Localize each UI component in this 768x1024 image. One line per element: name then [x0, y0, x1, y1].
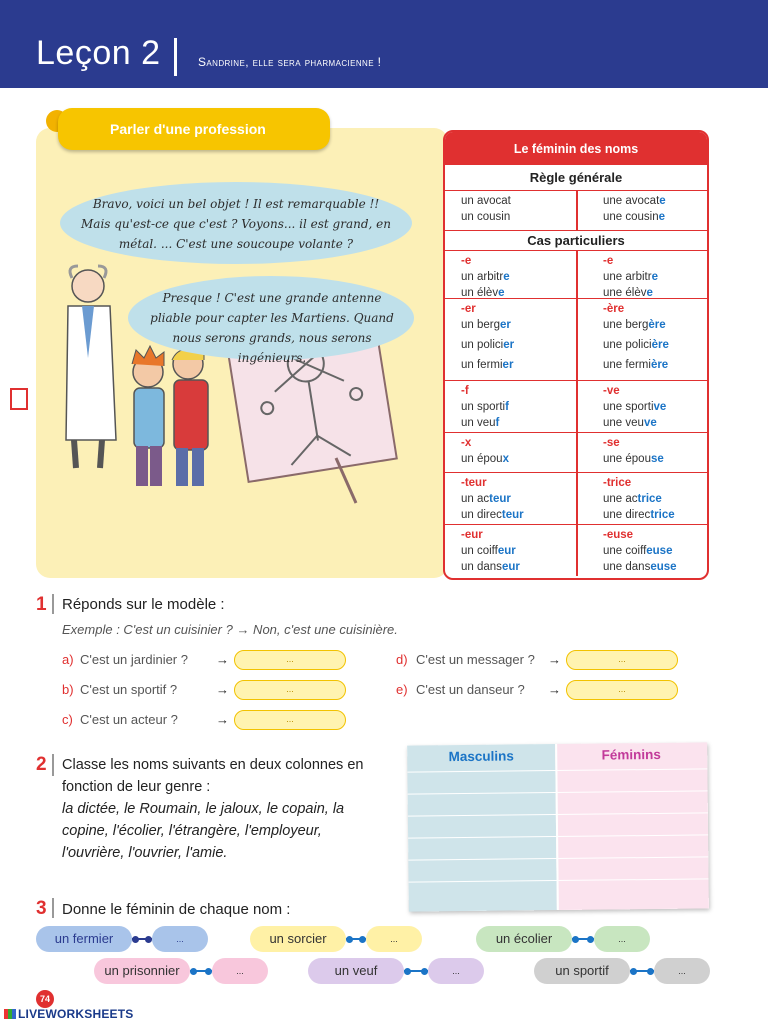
- connector-dot: [205, 968, 212, 975]
- cell-divider: [576, 251, 578, 298]
- feminine-ending-label: -ve: [603, 385, 620, 397]
- arrow-icon: →: [216, 712, 229, 727]
- masculine-cell: [461, 381, 575, 432]
- word-ending: ve: [643, 417, 657, 429]
- word-stem: une berg: [603, 319, 649, 331]
- speech-bubble-1-text: Bravo, voici un bel objet ! Il est remarquable !! Mais qu'est-ce que c'est ? Voyons... il est grand, en métal. ... C'est une soucoupe volante ?: [81, 197, 391, 251]
- exercise-2-word-list: la dictée, le Roumain, le jaloux, le copain, la copine, l'écolier, l'étrangère, l'employeur, l'ouvrière, l'ouvrier, l'amie.: [62, 801, 345, 861]
- question-letter: b): [62, 682, 74, 697]
- word-ending: e: [646, 287, 653, 299]
- masculine-word: [461, 269, 575, 285]
- connector-line: [132, 938, 152, 940]
- word-stem: une épou: [603, 453, 651, 465]
- exercise-2-instructions: [62, 754, 382, 864]
- special-case-row: [445, 380, 707, 432]
- connector-line: [404, 970, 428, 972]
- connector-dot: [404, 968, 411, 975]
- special-case-row: [445, 298, 707, 380]
- word-ending: x: [502, 453, 509, 465]
- section-title: Parler d'une profession: [58, 108, 330, 150]
- noun-pill: un écolier: [476, 926, 572, 952]
- word-ending: trice: [637, 493, 662, 505]
- word-stem: un direc: [461, 509, 502, 521]
- answer-input[interactable]: ...: [566, 650, 678, 670]
- arrow-icon: →: [548, 652, 561, 667]
- question-letter: d): [396, 652, 408, 667]
- cell-divider: [576, 525, 578, 576]
- exercise-2-title: Classe les noms suivants en deux colonnes en fonction de leur genre :: [62, 757, 364, 795]
- word-stem: un arbitr: [461, 271, 504, 283]
- feminine-column[interactable]: [555, 742, 709, 910]
- word-stem: une polici: [603, 339, 652, 351]
- word-stem: une arbitr: [603, 271, 652, 283]
- cell-divider: [576, 191, 578, 230]
- word-ending: e: [651, 271, 658, 283]
- question-text: C'est un danseur ?: [416, 682, 525, 697]
- feminine-ending-label: -e: [603, 255, 614, 267]
- special-case-row: [445, 250, 707, 298]
- masculine-word: [461, 507, 575, 523]
- connector-dot: [346, 936, 353, 943]
- connector-dot: [630, 968, 637, 975]
- connector-dot: [145, 936, 152, 943]
- answer-pill[interactable]: ...: [654, 958, 710, 984]
- brand-logo: [4, 1007, 133, 1021]
- masculine-word: [461, 337, 575, 353]
- word-ending: teur: [501, 509, 524, 521]
- word-stem: une veu: [603, 417, 644, 429]
- cell-divider: [576, 433, 578, 472]
- exercise-3-divider: [52, 898, 54, 918]
- word-ending: euse: [646, 545, 673, 557]
- special-case-row: [445, 472, 707, 524]
- question-text: C'est un acteur ?: [80, 712, 178, 727]
- masculine-ending-label: -e: [461, 255, 472, 267]
- word-stem: une fermi: [603, 359, 651, 371]
- lesson-title: Leçon 2: [36, 34, 161, 72]
- arrow-icon: →: [216, 682, 229, 697]
- masculine-header: Masculins: [448, 748, 514, 765]
- connector-line: [190, 970, 212, 972]
- connector-line: [572, 938, 594, 940]
- word-ending: er: [502, 359, 514, 371]
- noun-pill: un sportif: [534, 958, 630, 984]
- connector-dot: [572, 936, 579, 943]
- masculine-cell: [461, 473, 575, 524]
- feminine-cell: [603, 299, 707, 380]
- word-ending: e: [658, 211, 666, 223]
- masculine-column[interactable]: [407, 744, 557, 912]
- masculine-ending-label: -x: [461, 437, 472, 449]
- feminine-word: [603, 559, 707, 575]
- answer-input[interactable]: ...: [234, 650, 346, 670]
- question-text: C'est un sportif ?: [80, 682, 178, 697]
- brand-name: LIVEWORKSHEETS: [18, 1007, 134, 1021]
- word-ending: ère: [650, 359, 669, 371]
- word-ending: e: [503, 271, 510, 283]
- exercise-1-example: Exemple : C'est un cuisinier ? → Non, c'est une cuisinière.: [62, 622, 398, 637]
- word-ending: ère: [648, 319, 666, 331]
- masculine-word: [461, 543, 575, 559]
- connector-dot: [647, 968, 654, 975]
- gender-classification-table: [407, 742, 709, 911]
- masculine-word: [461, 399, 575, 415]
- noun-pill: un prisonnier: [94, 958, 190, 984]
- answer-input[interactable]: ...: [234, 680, 346, 700]
- masculine-word: [461, 451, 575, 467]
- word-ending: eur: [497, 545, 516, 557]
- question-text: C'est un messager ?: [416, 652, 535, 667]
- exercise-2-number: 2: [36, 754, 47, 775]
- word-stem: une ac: [603, 493, 638, 505]
- masculine-ending-label: -teur: [461, 477, 487, 489]
- connector-dot: [132, 936, 139, 943]
- feminine-cell: [603, 473, 707, 524]
- answer-pill[interactable]: ...: [594, 926, 650, 952]
- question-letter: e): [396, 682, 408, 697]
- masculine-cell: [461, 191, 575, 230]
- answer-input[interactable]: ...: [234, 710, 346, 730]
- arrow-icon: →: [216, 652, 229, 667]
- header-divider: [174, 38, 177, 76]
- illustration-panel: [36, 128, 448, 578]
- feminine-word: [603, 209, 707, 225]
- film-icon[interactable]: [10, 388, 28, 410]
- word-ending: teur: [489, 493, 511, 505]
- masculine-word: un avocat: [461, 195, 511, 207]
- word-stem: une direc: [603, 509, 651, 521]
- masculine-word: [461, 559, 575, 575]
- noun-pill: un fermier: [36, 926, 132, 952]
- word-ending: euse: [650, 561, 677, 573]
- word-ending: er: [500, 319, 511, 331]
- special-case-row: [445, 432, 707, 472]
- noun-pill: un sorcier: [250, 926, 346, 952]
- word-stem: une coiff: [603, 545, 647, 557]
- speech-bubble-2-text: Presque ! C'est une grande antenne pliable pour capter les Martiens. Quand nous serons grands, nous serons ingénieurs.: [150, 291, 394, 365]
- masculine-ending-label: -f: [461, 385, 469, 397]
- feminine-cell: [603, 381, 707, 432]
- answer-input[interactable]: ...: [566, 680, 678, 700]
- feminine-word: [603, 337, 707, 353]
- word-ending: se: [650, 453, 664, 465]
- masculine-word: [461, 415, 575, 431]
- exercise-1-number: 1: [36, 594, 47, 615]
- special-cases-header: Cas particuliers: [445, 230, 707, 250]
- answer-pill[interactable]: ...: [366, 926, 422, 952]
- feminine-cell: [603, 191, 707, 230]
- lesson-header: [0, 0, 768, 88]
- question-letter: c): [62, 712, 73, 727]
- feminine-ending-label: -euse: [603, 529, 634, 541]
- word-stem: une élèv: [603, 287, 647, 299]
- cell-divider: [576, 381, 578, 432]
- word-stem: un berg: [461, 319, 501, 331]
- masculine-ending-label: -eur: [461, 529, 483, 541]
- feminine-cell: [603, 433, 707, 472]
- word-stem: une dans: [603, 561, 651, 573]
- feminine-word: [603, 357, 707, 373]
- noun-pill: un veuf: [308, 958, 404, 984]
- word-stem: un ac: [461, 493, 490, 505]
- word-ending: er: [503, 339, 515, 351]
- word-ending: ve: [653, 401, 667, 413]
- connector-dot: [587, 936, 594, 943]
- answer-pill[interactable]: ...: [152, 926, 208, 952]
- feminine-word: [603, 491, 707, 507]
- table-title: Le féminin des noms: [445, 132, 707, 164]
- lesson-subtitle: Sandrine, elle sera pharmacienne !: [198, 55, 382, 69]
- answer-pill[interactable]: ...: [212, 958, 268, 984]
- exercise-3-title: Donne le féminin de chaque nom :: [62, 901, 291, 918]
- special-case-row: [445, 524, 707, 576]
- word-stem: un sporti: [461, 401, 506, 413]
- exercise-1-title: Réponds sur le modèle :: [62, 596, 225, 613]
- word-stem: un coiff: [461, 545, 498, 557]
- feminine-word: [603, 399, 707, 415]
- feminine-word: [603, 317, 707, 333]
- connector-dot: [359, 936, 366, 943]
- word-stem: un polici: [461, 339, 504, 351]
- general-rule-row: [445, 190, 707, 230]
- word-stem: un épou: [461, 453, 503, 465]
- scientist-figure: [66, 266, 116, 468]
- exercise-2-divider: [52, 754, 54, 776]
- word-stem: un fermi: [461, 359, 503, 371]
- feminine-header: Féminins: [601, 746, 661, 763]
- feminine-rules-table: [443, 130, 709, 580]
- feminine-ending-label: -se: [603, 437, 620, 449]
- feminine-ending-label: -trice: [603, 477, 632, 489]
- word-stem: une sporti: [603, 401, 654, 413]
- exercise-1-divider: [52, 594, 54, 614]
- exercise-3-number: 3: [36, 898, 47, 919]
- cell-divider: [576, 473, 578, 524]
- feminine-word: [603, 451, 707, 467]
- page-number: 74: [36, 990, 54, 1008]
- word-ending: trice: [650, 509, 675, 521]
- masculine-word: [461, 357, 575, 373]
- word-stem: un élèv: [461, 287, 499, 299]
- connector-line: [630, 970, 654, 972]
- feminine-word: [603, 415, 707, 431]
- masculine-word: un cousin: [461, 211, 511, 223]
- connector-dot: [421, 968, 428, 975]
- word-stem: un dans: [461, 561, 502, 573]
- feminine-word: [603, 543, 707, 559]
- word-stem: un veu: [461, 417, 496, 429]
- feminine-ending-label: -ère: [603, 303, 625, 315]
- word-ending: ère: [651, 339, 669, 351]
- word-stem: une cousin: [603, 211, 659, 223]
- feminine-word: [603, 193, 707, 209]
- feminine-word: [603, 507, 707, 523]
- boy-figure-2: [172, 349, 208, 486]
- question-text: C'est un jardinier ?: [80, 652, 188, 667]
- answer-pill[interactable]: ...: [428, 958, 484, 984]
- masculine-ending-label: -er: [461, 303, 476, 315]
- arrow-icon: →: [548, 682, 561, 697]
- word-ending: f: [495, 417, 500, 429]
- masculine-word: [461, 317, 575, 333]
- question-letter: a): [62, 652, 74, 667]
- general-rule-header: Règle générale: [445, 164, 707, 190]
- feminine-word: [603, 269, 707, 285]
- word-ending: eur: [501, 561, 520, 573]
- connector-line: [346, 938, 366, 940]
- word-ending: f: [505, 401, 509, 413]
- word-ending: e: [659, 195, 666, 207]
- cell-divider: [576, 299, 578, 380]
- connector-dot: [190, 968, 197, 975]
- brand-icon: [4, 1009, 16, 1019]
- masculine-cell: [461, 251, 575, 298]
- masculine-cell: [461, 299, 575, 380]
- feminine-cell: [603, 525, 707, 576]
- masculine-cell: [461, 525, 575, 576]
- word-stem: une avocat: [603, 195, 660, 207]
- word-ending: e: [498, 287, 505, 299]
- masculine-word: [461, 491, 575, 507]
- feminine-cell: [603, 251, 707, 298]
- masculine-cell: [461, 433, 575, 472]
